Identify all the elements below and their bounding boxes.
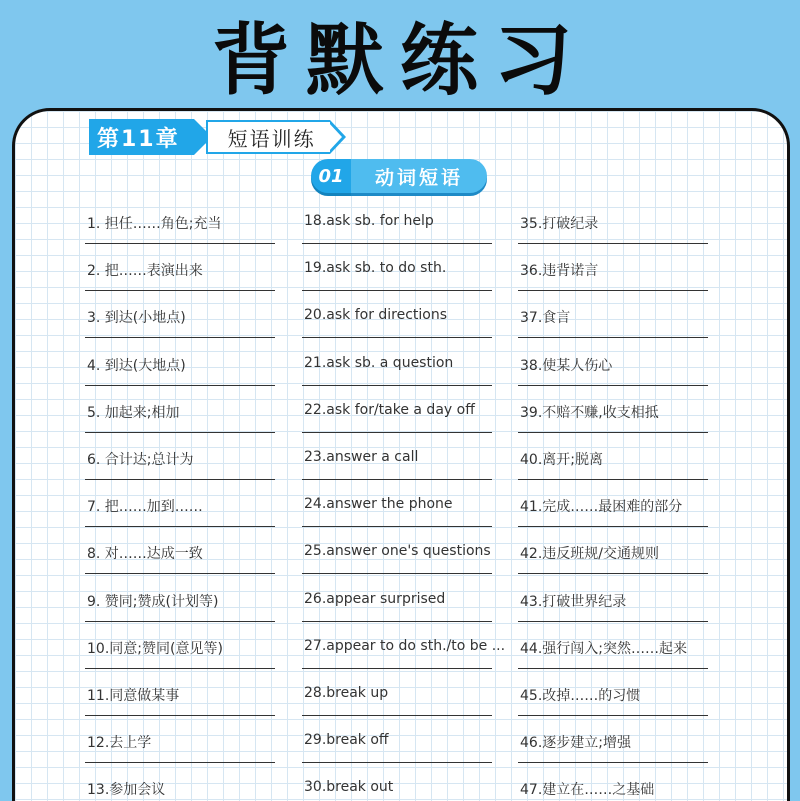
answer-line[interactable] [85,621,275,622]
answer-line[interactable] [518,715,708,716]
answer-line[interactable] [518,337,708,338]
item-prompt: 24.answer the phone [304,496,453,513]
answer-line[interactable] [85,479,275,480]
list-item [85,537,275,584]
list-item [518,490,708,537]
list-item [302,349,492,396]
item-prompt: 43.打破世界纪录 [520,593,627,610]
item-prompt: 19.ask sb. to do sth. [304,260,447,277]
column-1 [85,207,275,801]
item-prompt: 23.answer a call [304,448,419,465]
list-item [518,537,708,584]
list-item [302,632,506,679]
list-item [85,254,275,301]
item-prompt: 3. 到达(小地点) [87,310,186,327]
list-item [302,537,492,584]
answer-line[interactable] [85,385,275,386]
answer-line[interactable] [302,290,492,291]
answer-line[interactable] [518,432,708,433]
section-banner [311,159,487,193]
list-item [302,490,492,537]
list-item [518,207,708,254]
list-item [518,443,708,490]
chapter-title-box [206,120,346,154]
list-item [518,396,708,443]
item-prompt: 42.违反班规/交通规则 [520,546,659,563]
answer-line[interactable] [302,479,492,480]
answer-line[interactable] [518,479,708,480]
list-item [518,726,708,773]
answer-line[interactable] [302,385,492,386]
answer-line[interactable] [302,243,492,244]
column-3 [518,207,708,801]
section-title: 动词短语 [351,159,487,193]
item-prompt: 47.建立在……之基础 [520,782,655,799]
answer-line[interactable] [518,762,708,763]
answer-line[interactable] [302,621,492,622]
answer-line[interactable] [302,432,492,433]
chapter-banner [89,119,346,155]
chapter-number: 第11章 [89,119,194,155]
answer-line[interactable] [518,573,708,574]
list-item [518,585,708,632]
list-item [518,349,708,396]
answer-line[interactable] [518,621,708,622]
answer-line[interactable] [302,573,492,574]
item-prompt: 41.完成……最困难的部分 [520,499,683,516]
item-prompt: 9. 赞同;赞成(计划等) [87,593,219,610]
item-prompt: 28.break up [304,684,389,701]
section-number: 01 [311,159,351,193]
answer-line[interactable] [302,715,492,716]
item-prompt: 40.离开;脱离 [520,451,603,468]
list-item [302,254,492,301]
item-prompt: 21.ask sb. a question [304,354,454,371]
item-prompt: 1. 担任……角色;充当 [87,216,222,232]
item-prompt: 5. 加起来;相加 [87,404,180,421]
item-prompt: 38.使某人伤心 [520,357,613,374]
item-prompt: 25.answer one's questions [304,543,491,560]
item-prompt: 29.break off [304,732,389,749]
list-item [302,207,492,254]
item-prompt: 30.break out [304,779,394,796]
worksheet-card [12,108,790,801]
list-item [302,396,492,443]
list-item [518,773,708,801]
chapter-title: 短语训练 [206,120,330,154]
item-prompt: 46.逐步建立;增强 [520,735,631,752]
item-prompt: 8. 对……达成一致 [87,546,203,563]
list-item [85,349,275,396]
list-item [85,301,275,348]
answer-line[interactable] [85,573,275,574]
list-item [85,443,275,490]
item-prompt: 39.不赔不赚,收支相抵 [520,404,659,421]
list-item [302,443,492,490]
item-prompt: 13.参加会议 [87,782,166,799]
answer-line[interactable] [85,526,275,527]
answer-line[interactable] [85,243,275,244]
answer-line[interactable] [85,337,275,338]
list-item [85,726,275,773]
item-prompt: 36.违背诺言 [520,263,599,280]
list-item [85,585,275,632]
list-item [518,301,708,348]
answer-line[interactable] [85,715,275,716]
list-item [302,773,492,801]
item-prompt: 44.强行闯入;突然……起来 [520,640,687,657]
list-item [302,585,492,632]
answer-line[interactable] [518,668,708,669]
list-item [85,396,275,443]
list-item [302,301,492,348]
list-item [518,254,708,301]
list-item [85,207,275,254]
item-prompt: 12.去上学 [87,735,152,752]
item-prompt: 27.appear to do sth./to be ... [304,637,506,654]
list-item [518,632,708,679]
answer-line[interactable] [302,526,492,527]
list-item [518,679,708,726]
item-prompt: 7. 把……加到…… [87,499,203,516]
item-prompt: 18.ask sb. for help [304,213,434,229]
item-prompt: 45.改掉……的习惯 [520,687,641,704]
list-item [85,632,275,679]
answer-line[interactable] [85,290,275,291]
answer-line[interactable] [518,243,708,244]
answer-line[interactable] [302,337,492,338]
item-prompt: 22.ask for/take a day off [304,401,475,418]
item-prompt: 37.食言 [520,310,571,327]
list-item [302,679,492,726]
list-item [85,773,275,801]
item-prompt: 10.同意;赞同(意见等) [87,640,223,657]
column-2 [302,207,506,801]
list-item [302,726,492,773]
answer-line[interactable] [518,290,708,291]
answer-line[interactable] [302,668,492,669]
answer-line[interactable] [85,762,275,763]
answer-line[interactable] [85,668,275,669]
item-prompt: 6. 合计达;总计为 [87,451,194,468]
item-prompt: 2. 把……表演出来 [87,263,203,280]
list-item [85,679,275,726]
item-prompt: 11.同意做某事 [87,687,180,704]
page-title: 背默练习 [211,16,588,106]
answer-line[interactable] [518,385,708,386]
item-prompt: 20.ask for directions [304,307,448,324]
item-prompt: 26.appear surprised [304,590,446,607]
list-item [85,490,275,537]
item-prompt: 35.打破纪录 [520,216,599,232]
chapter-title-arrow-icon [330,120,346,154]
answer-line[interactable] [302,762,492,763]
answer-line[interactable] [85,432,275,433]
item-prompt: 4. 到达(大地点) [87,357,186,374]
answer-line[interactable] [518,526,708,527]
